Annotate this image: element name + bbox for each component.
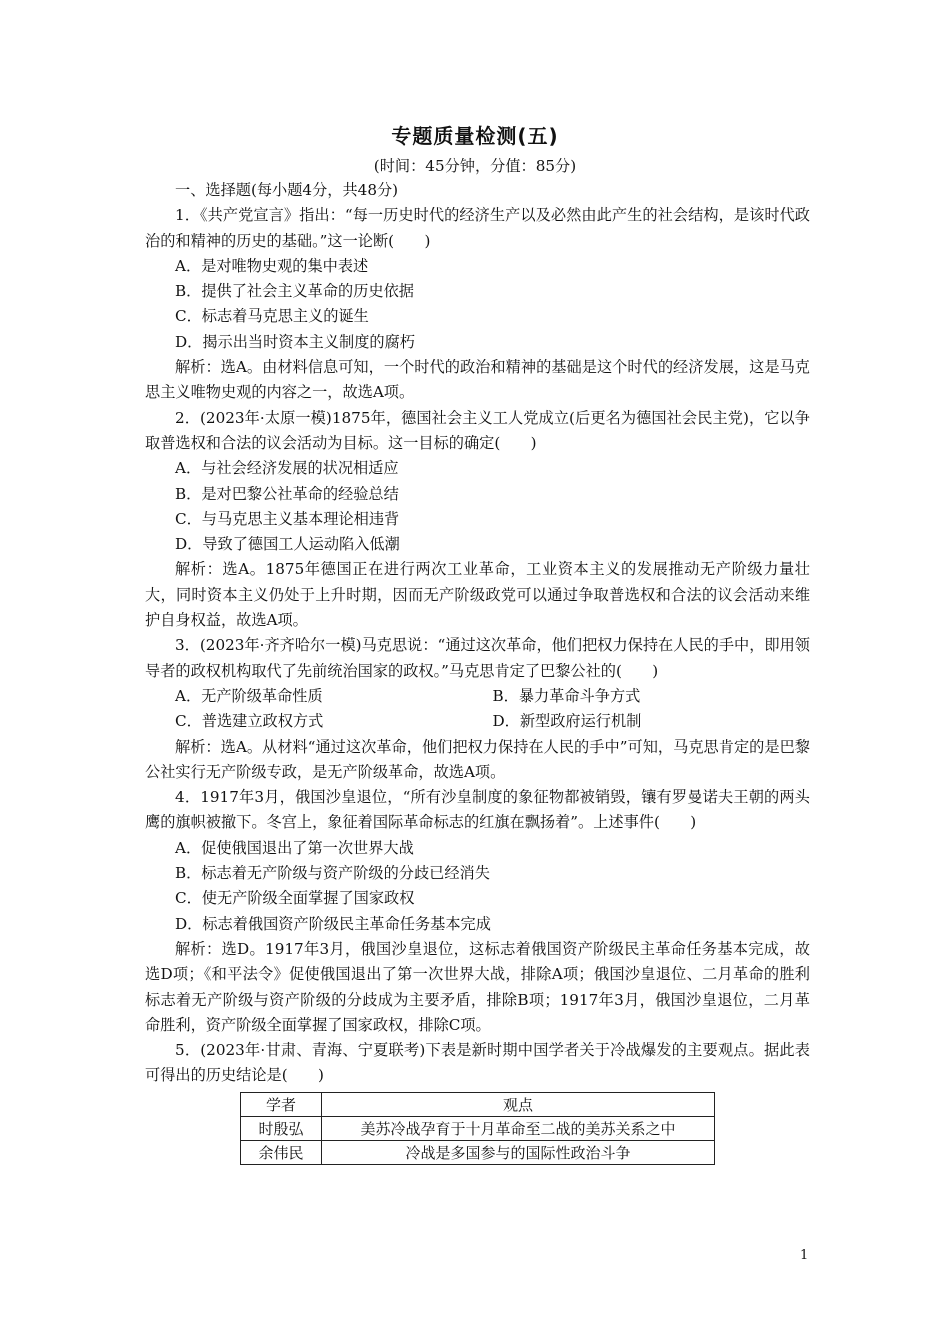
- table-header-row: [241, 1092, 715, 1116]
- table-header-scholar: 学者: [241, 1092, 322, 1116]
- question-1-stem: 1．《共产党宣言》指出：“每一历史时代的经济生产以及必然由此产生的社会结构，是该时代政治的和精神的历史的基础。”这一论断( ): [145, 206, 810, 250]
- question-3-analysis: 解析：选A。从材料“通过这次革命，他们把权力保持在人民的手中”可知，马克思肯定的是巴黎公社实行无产阶级专政，是无产阶级革命，故选A项。: [145, 737, 810, 781]
- page-number: 1: [800, 1248, 809, 1263]
- section-heading: 一、选择题(每小题4分，共48分): [175, 181, 399, 199]
- table-cell-view: 美苏冷战孕育于十月革命至二战的美苏关系之中: [322, 1116, 715, 1140]
- question-4-option-c: C．使无产阶级全面掌握了国家政权: [175, 889, 415, 908]
- question-2-stem: 2．(2023年·太原一模)1875年，德国社会主义工人党成立(后更名为德国社会民主党)，它以争取普选权和合法的议会活动为目标。这一目标的确定( ): [145, 408, 810, 452]
- question-4-option-d: D．标志着俄国资产阶级民主革命任务基本完成: [175, 914, 491, 933]
- table-row: [241, 1140, 715, 1164]
- question-1-analysis: 解析：选A。由材料信息可知，一个时代的政治和精神的基础是这个时代的经济发展，这是马克思主义唯物史观的内容之一，故选A项。: [145, 358, 810, 402]
- scholar-views-table: [240, 1092, 715, 1165]
- question-3-option-d: D．新型政府运行机制: [492, 712, 642, 731]
- question-3-options-row-1: [145, 684, 810, 709]
- question-4-option-a: A．促使俄国退出了第一次世界大战: [175, 838, 414, 857]
- question-4-option-b: B．标志着无产阶级与资产阶级的分歧已经消失: [175, 864, 490, 883]
- table-cell-view: 冷战是多国参与的国际性政治斗争: [322, 1140, 715, 1164]
- question-3-option-c: C．普选建立政权方式: [175, 712, 324, 731]
- question-1-option-c: C．标志着马克思主义的诞生: [175, 307, 369, 326]
- table-header-view: 观点: [322, 1092, 715, 1116]
- question-2-option-b: B．是对巴黎公社革命的经验总结: [175, 484, 399, 503]
- question-3-stem: 3．(2023年·齐齐哈尔一模)马克思说：“通过这次革命，他们把权力保持在人民的手中，即用领导者的政权机构取代了先前统治国家的政权。”马克思肯定了巴黎公社的( ): [145, 636, 810, 680]
- exam-info: (时间：45分钟，分值：85分): [373, 157, 577, 175]
- content: [145, 178, 810, 1165]
- question-1-option-b: B．提供了社会主义革命的历史依据: [175, 282, 414, 301]
- table-cell-scholar: 余伟民: [241, 1140, 322, 1164]
- page-title: 专题质量检测(五): [391, 124, 559, 148]
- table-cell-scholar: 时殷弘: [241, 1116, 322, 1140]
- question-5-stem: 5．(2023年·甘肃、青海、宁夏联考)下表是新时期中国学者关于冷战爆发的主要观点。据此表可得出的历史结论是( ): [145, 1041, 810, 1085]
- question-4-stem: 4．1917年3月，俄国沙皇退位，“所有沙皇制度的象征物都被销毁，镶有罗曼诺夫王朝的两头鹰的旗帜被撤下。冬宫上，象征着国际革命标志的红旗在飘扬着”。上述事件( ): [145, 788, 810, 832]
- question-2-analysis: 解析：选A。1875年德国正在进行两次工业革命，工业资本主义的发展推动无产阶级力量壮大，同时资本主义仍处于上升时期，因而无产阶级政党可以通过争取普选权和合法的议会活动来维护自身权益，故选A项。: [145, 560, 810, 630]
- table-row: [241, 1116, 715, 1140]
- question-1-option-a: A．是对唯物史观的集中表述: [175, 256, 369, 275]
- question-2-option-d: D．导致了德国工人运动陷入低潮: [175, 535, 400, 554]
- question-3-options-row-2: [145, 709, 810, 734]
- question-2-option-c: C．与马克思主义基本理论相违背: [175, 509, 400, 528]
- question-1-option-d: D．揭示出当时资本主义制度的腐朽: [175, 332, 415, 351]
- question-3-option-b: B．暴力革命斗争方式: [492, 686, 641, 705]
- question-3-option-a: A．无产阶级革命性质: [175, 686, 323, 705]
- question-4-analysis: 解析：选D。1917年3月，俄国沙皇退位，这标志着俄国资产阶级民主革命任务基本完成，故选D项；《和平法令》促使俄国退出了第一次世界大战，排除A项；俄国沙皇退位、二月革命的胜利标志着无产阶级与资产阶级的分歧成为主要矛盾，排除B项；1917年3月，俄国沙皇退位，二月革命胜利，资产阶级全面掌握了国家政权，排除C项。: [145, 939, 810, 1034]
- question-2-option-a: A．与社会经济发展的状况相适应: [175, 459, 399, 478]
